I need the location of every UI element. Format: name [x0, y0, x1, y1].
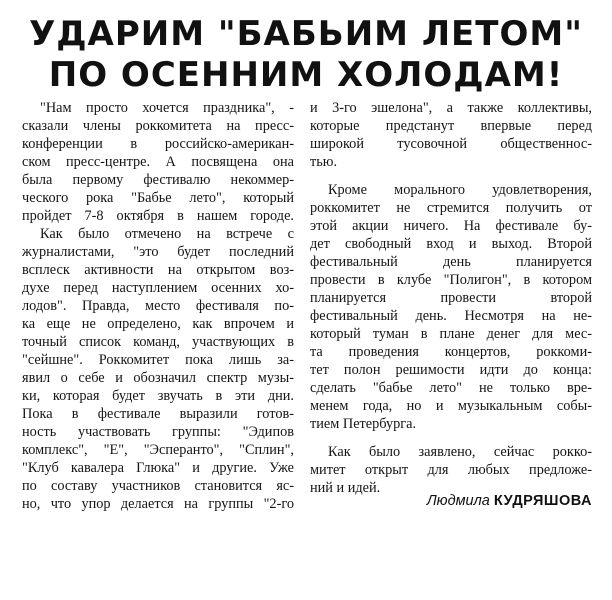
text-line: фестивальный день. Несмотря на не- [310, 308, 592, 324]
text-line: журналистами, "это будет последний [22, 244, 294, 260]
text-line: широкой тусовочной общественнос- [310, 136, 592, 152]
text-line: та проведения концертов, роккоми- [310, 344, 592, 360]
text-line: комплекс", "Е", "Эсперанто", "Сплин", [22, 442, 294, 458]
article-column-right [310, 99, 592, 497]
author-byline [310, 493, 592, 509]
text-line: которые предстанут впервые перед [310, 118, 592, 134]
text-line: ском пресс-центре. А посвящена она [22, 154, 294, 170]
text-line: точный список команд, участвующих в [22, 334, 294, 350]
text-line: пройдет 7-8 октября в нашем городе. [22, 208, 294, 224]
text-line: фестивальный день планируется [310, 254, 592, 270]
author-first-name: Людмила [426, 493, 490, 509]
paragraph-gap [310, 171, 592, 181]
text-line: провести в клубе "Полигон", в котором [310, 272, 592, 288]
text-line: всплеск активности на открытом воз- [22, 262, 294, 278]
text-line: менем года, но и музыкальным собы- [310, 398, 592, 414]
author-last-name: КУДРЯШОВА [493, 493, 592, 509]
text-line: "Нам просто хочется праздника", - [40, 100, 294, 116]
text-line: ний и идей. [310, 480, 381, 496]
text-line: тием Петербурга. [310, 416, 417, 432]
article-headline [0, 14, 612, 96]
text-line: Как было отмечено на встрече с [40, 226, 294, 242]
text-line: этой акции ничего. На фестивале бу- [310, 218, 592, 234]
text-line: который туман в плане денег для мес- [310, 326, 592, 342]
text-line: лодов". Правда, место фестиваля по- [22, 298, 294, 314]
text-line: планируется провести второй [310, 290, 592, 306]
text-line: по составу участников становится яс- [22, 478, 294, 494]
text-line: ки, которая будет звучать в эти дни. [22, 388, 294, 404]
text-line: Как было заявлено, сейчас рокко- [328, 444, 592, 460]
headline-line-2: ПО ОСЕННИМ ХОЛОДАМ! [48, 55, 564, 95]
text-line: митет открыт для любых предложе- [310, 462, 592, 478]
text-line: "Клуб кавалера Глюка" и другие. Уже [22, 460, 294, 476]
text-line: духе перед наступлением осенних хо- [22, 280, 294, 296]
text-line: была первому фестивалю некоммер- [22, 172, 294, 188]
headline-line-1: УДАРИМ "БАБЬИМ ЛЕТОМ" [29, 14, 583, 54]
text-line: сказали члены роккомитета на пресс- [22, 118, 294, 134]
text-line: но, что упор делается на группы "2-го [22, 496, 294, 512]
text-line: явил о себе и обозначил спектр музы- [22, 370, 294, 386]
article-column-left [22, 99, 294, 513]
text-line: дет свободный вход и выход. Второй [310, 236, 592, 252]
text-line: и 3-го эшелона", а также коллективы, [310, 100, 592, 116]
text-line: ческого рока "Бабье лето", который [22, 190, 294, 206]
text-line: ность участвовать группы: "Эдипов [22, 424, 294, 440]
text-line: тет полон решимости идти до конца: [310, 362, 592, 378]
text-line: роккомитет не стремится получить от [310, 200, 592, 216]
text-line: "сейшне". Роккомитет пока лишь за- [22, 352, 294, 368]
text-line: тью. [310, 154, 338, 170]
text-line: ка еще не определено, как впрочем и [22, 316, 294, 332]
text-line: сделать "бабье лето" не только вре- [310, 380, 592, 396]
text-line: Кроме морального удовлетворения, [328, 182, 592, 198]
text-line: конференции в российско-американ- [22, 136, 294, 152]
text-line: Пока в фестивале выразили готов- [22, 406, 294, 422]
paragraph-gap [310, 433, 592, 443]
